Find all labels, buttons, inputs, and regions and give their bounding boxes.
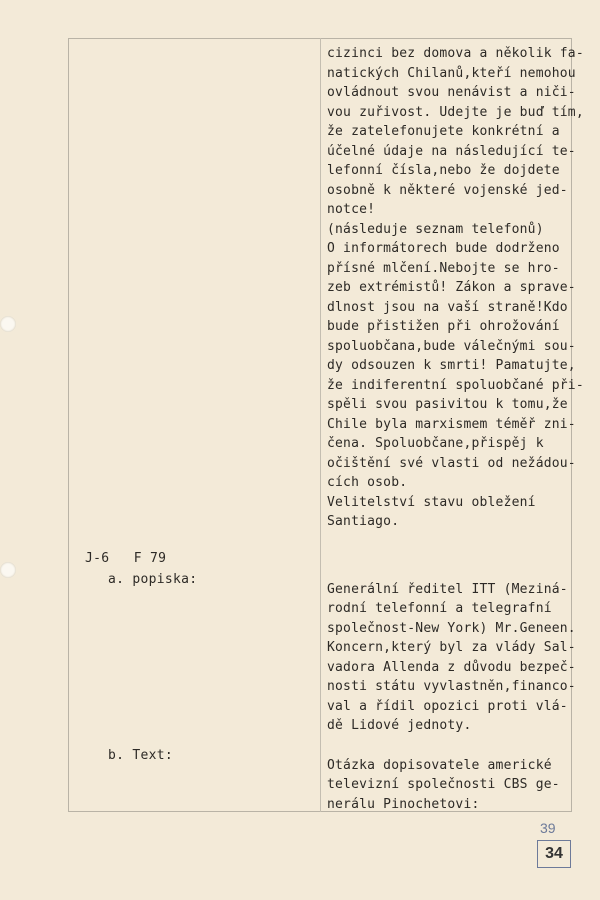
punch-hole <box>0 562 16 578</box>
text-line: Otázka dopisovatele americké <box>327 757 552 773</box>
text-line: účelné údaje na následující te- <box>327 143 576 159</box>
text-line: Generální ředitel ITT (Meziná- <box>327 581 568 597</box>
text-line: Chile byla marxismem téměř zni- <box>327 416 576 432</box>
handwritten-page-number: 39 <box>540 820 556 836</box>
text-line: spoluobčana,bude válečnými sou- <box>327 338 576 354</box>
block-spacer <box>327 736 589 756</box>
punch-hole <box>0 316 16 332</box>
reference-code: J-6 F 79 <box>85 551 167 566</box>
text-label: b. Text: <box>108 748 174 763</box>
text-line: rodní telefonní a telegrafní <box>327 601 552 616</box>
text-line: osobně k některé vojenské jed- <box>327 182 568 198</box>
text-line: natických Chilanů,kteří nemohou <box>327 65 576 81</box>
text-line: dlnost jsou na vaší straně!Kdo <box>327 299 568 315</box>
text-line: nosti státu vyvlastněn,financo- <box>327 679 576 694</box>
text-line: ovládnout svou nenávist a niči- <box>327 85 576 100</box>
text-line: nerálu Pinochetovi: <box>327 796 480 812</box>
text-line: dy odsouzen k smrti! Pamatujte, <box>327 358 576 373</box>
text-line: spěli svou pasivitou k tomu,že <box>327 397 568 412</box>
text-line: přísné mlčení.Nebojte se hro- <box>327 260 560 276</box>
text-line: (následuje seznam telefonů) <box>327 221 544 237</box>
text-line: val a řídil opozici proti vlá- <box>327 698 568 714</box>
text-line: cizinci bez domova a několik fa- <box>327 46 584 61</box>
text-line: bude přistižen při ohrožování <box>327 319 560 334</box>
text-line: Velitelství stavu obležení <box>327 494 536 510</box>
frame-border <box>68 38 69 812</box>
text-line: cích osob. <box>327 475 408 490</box>
right-column-text <box>327 44 589 814</box>
text-line: vou zuřivost. Udejte je buď tím, <box>327 104 584 120</box>
text-line: Koncern,který byl za vlády Sal- <box>327 640 576 655</box>
text-line: dě Lidové jednoty. <box>327 718 472 733</box>
column-divider <box>320 38 321 812</box>
text-line: vadora Allenda z důvodu bezpeč- <box>327 659 576 675</box>
text-line: lefonní čísla,nebo že dojdete <box>327 163 560 178</box>
text-line: zeb extrémistů! Zákon a sprave- <box>327 280 576 295</box>
block-spacer <box>327 532 589 580</box>
text-line: společnost-New York) Mr.Geneen. <box>327 620 576 636</box>
text-line: O informátorech bude dodrženo <box>327 241 560 256</box>
text-line: že zatelefonujete konkrétní a <box>327 124 560 139</box>
caption-label: a. popiska: <box>108 572 198 587</box>
text-line: očištění své vlasti od nežádou- <box>327 455 576 471</box>
text-line: notce! <box>327 202 376 217</box>
text-line: televizní společnosti CBS ge- <box>327 777 560 792</box>
text-line: čena. Spoluobčane,přispěj k <box>327 436 544 451</box>
text-line: že indiferentní spoluobčané při- <box>327 377 584 393</box>
text-line: Santiago. <box>327 514 400 529</box>
stamped-page-number: 34 <box>537 840 571 868</box>
